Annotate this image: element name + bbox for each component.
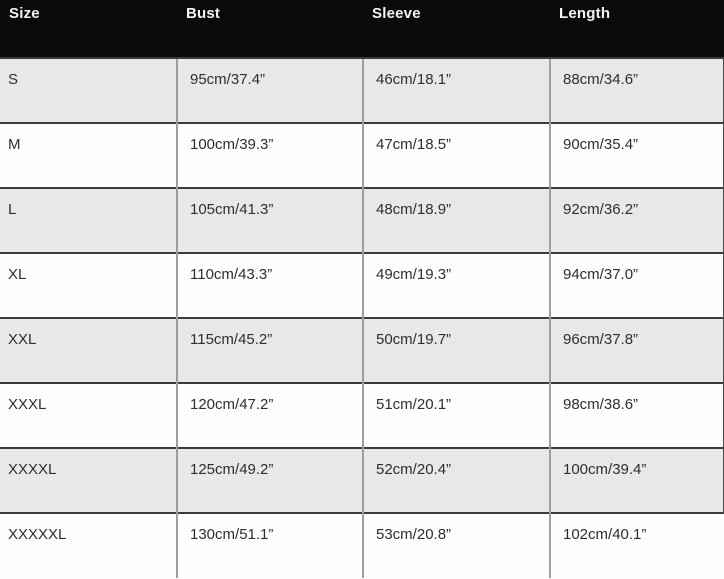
length-cell: 90cm/35.4” (550, 123, 724, 188)
length-cell: 92cm/36.2” (550, 188, 724, 253)
size-cell: XXXXXL (0, 513, 177, 578)
length-cell: 98cm/38.6” (550, 383, 724, 448)
column-header-bust: Bust (177, 0, 363, 58)
sleeve-cell: 50cm/19.7” (363, 318, 550, 383)
size-cell: XXXL (0, 383, 177, 448)
table-row (0, 253, 724, 318)
size-cell: S (0, 58, 177, 123)
table-row (0, 383, 724, 448)
sleeve-cell: 48cm/18.9” (363, 188, 550, 253)
length-cell: 94cm/37.0” (550, 253, 724, 318)
sleeve-cell: 51cm/20.1” (363, 383, 550, 448)
column-header-sleeve: Sleeve (363, 0, 550, 58)
bust-cell: 95cm/37.4” (177, 58, 363, 123)
bust-cell: 100cm/39.3” (177, 123, 363, 188)
bust-cell: 115cm/45.2” (177, 318, 363, 383)
size-cell: XXXXL (0, 448, 177, 513)
size-cell: XXL (0, 318, 177, 383)
sleeve-cell: 52cm/20.4” (363, 448, 550, 513)
table-row (0, 123, 724, 188)
table-row (0, 448, 724, 513)
table-row (0, 188, 724, 253)
bust-cell: 110cm/43.3” (177, 253, 363, 318)
length-cell: 102cm/40.1” (550, 513, 724, 578)
header-row (0, 0, 724, 58)
table-row (0, 513, 724, 578)
bust-cell: 120cm/47.2” (177, 383, 363, 448)
size-cell: XL (0, 253, 177, 318)
table-row (0, 318, 724, 383)
size-cell: L (0, 188, 177, 253)
sleeve-cell: 53cm/20.8” (363, 513, 550, 578)
column-header-length: Length (550, 0, 724, 58)
sleeve-cell: 47cm/18.5” (363, 123, 550, 188)
bust-cell: 105cm/41.3” (177, 188, 363, 253)
bust-cell: 125cm/49.2” (177, 448, 363, 513)
size-chart-header (0, 0, 724, 58)
size-cell: M (0, 123, 177, 188)
column-header-size: Size (0, 0, 177, 58)
length-cell: 88cm/34.6” (550, 58, 724, 123)
sleeve-cell: 46cm/18.1” (363, 58, 550, 123)
size-chart-body (0, 58, 724, 578)
sleeve-cell: 49cm/19.3” (363, 253, 550, 318)
table-row (0, 58, 724, 123)
length-cell: 100cm/39.4” (550, 448, 724, 513)
bust-cell: 130cm/51.1” (177, 513, 363, 578)
length-cell: 96cm/37.8” (550, 318, 724, 383)
